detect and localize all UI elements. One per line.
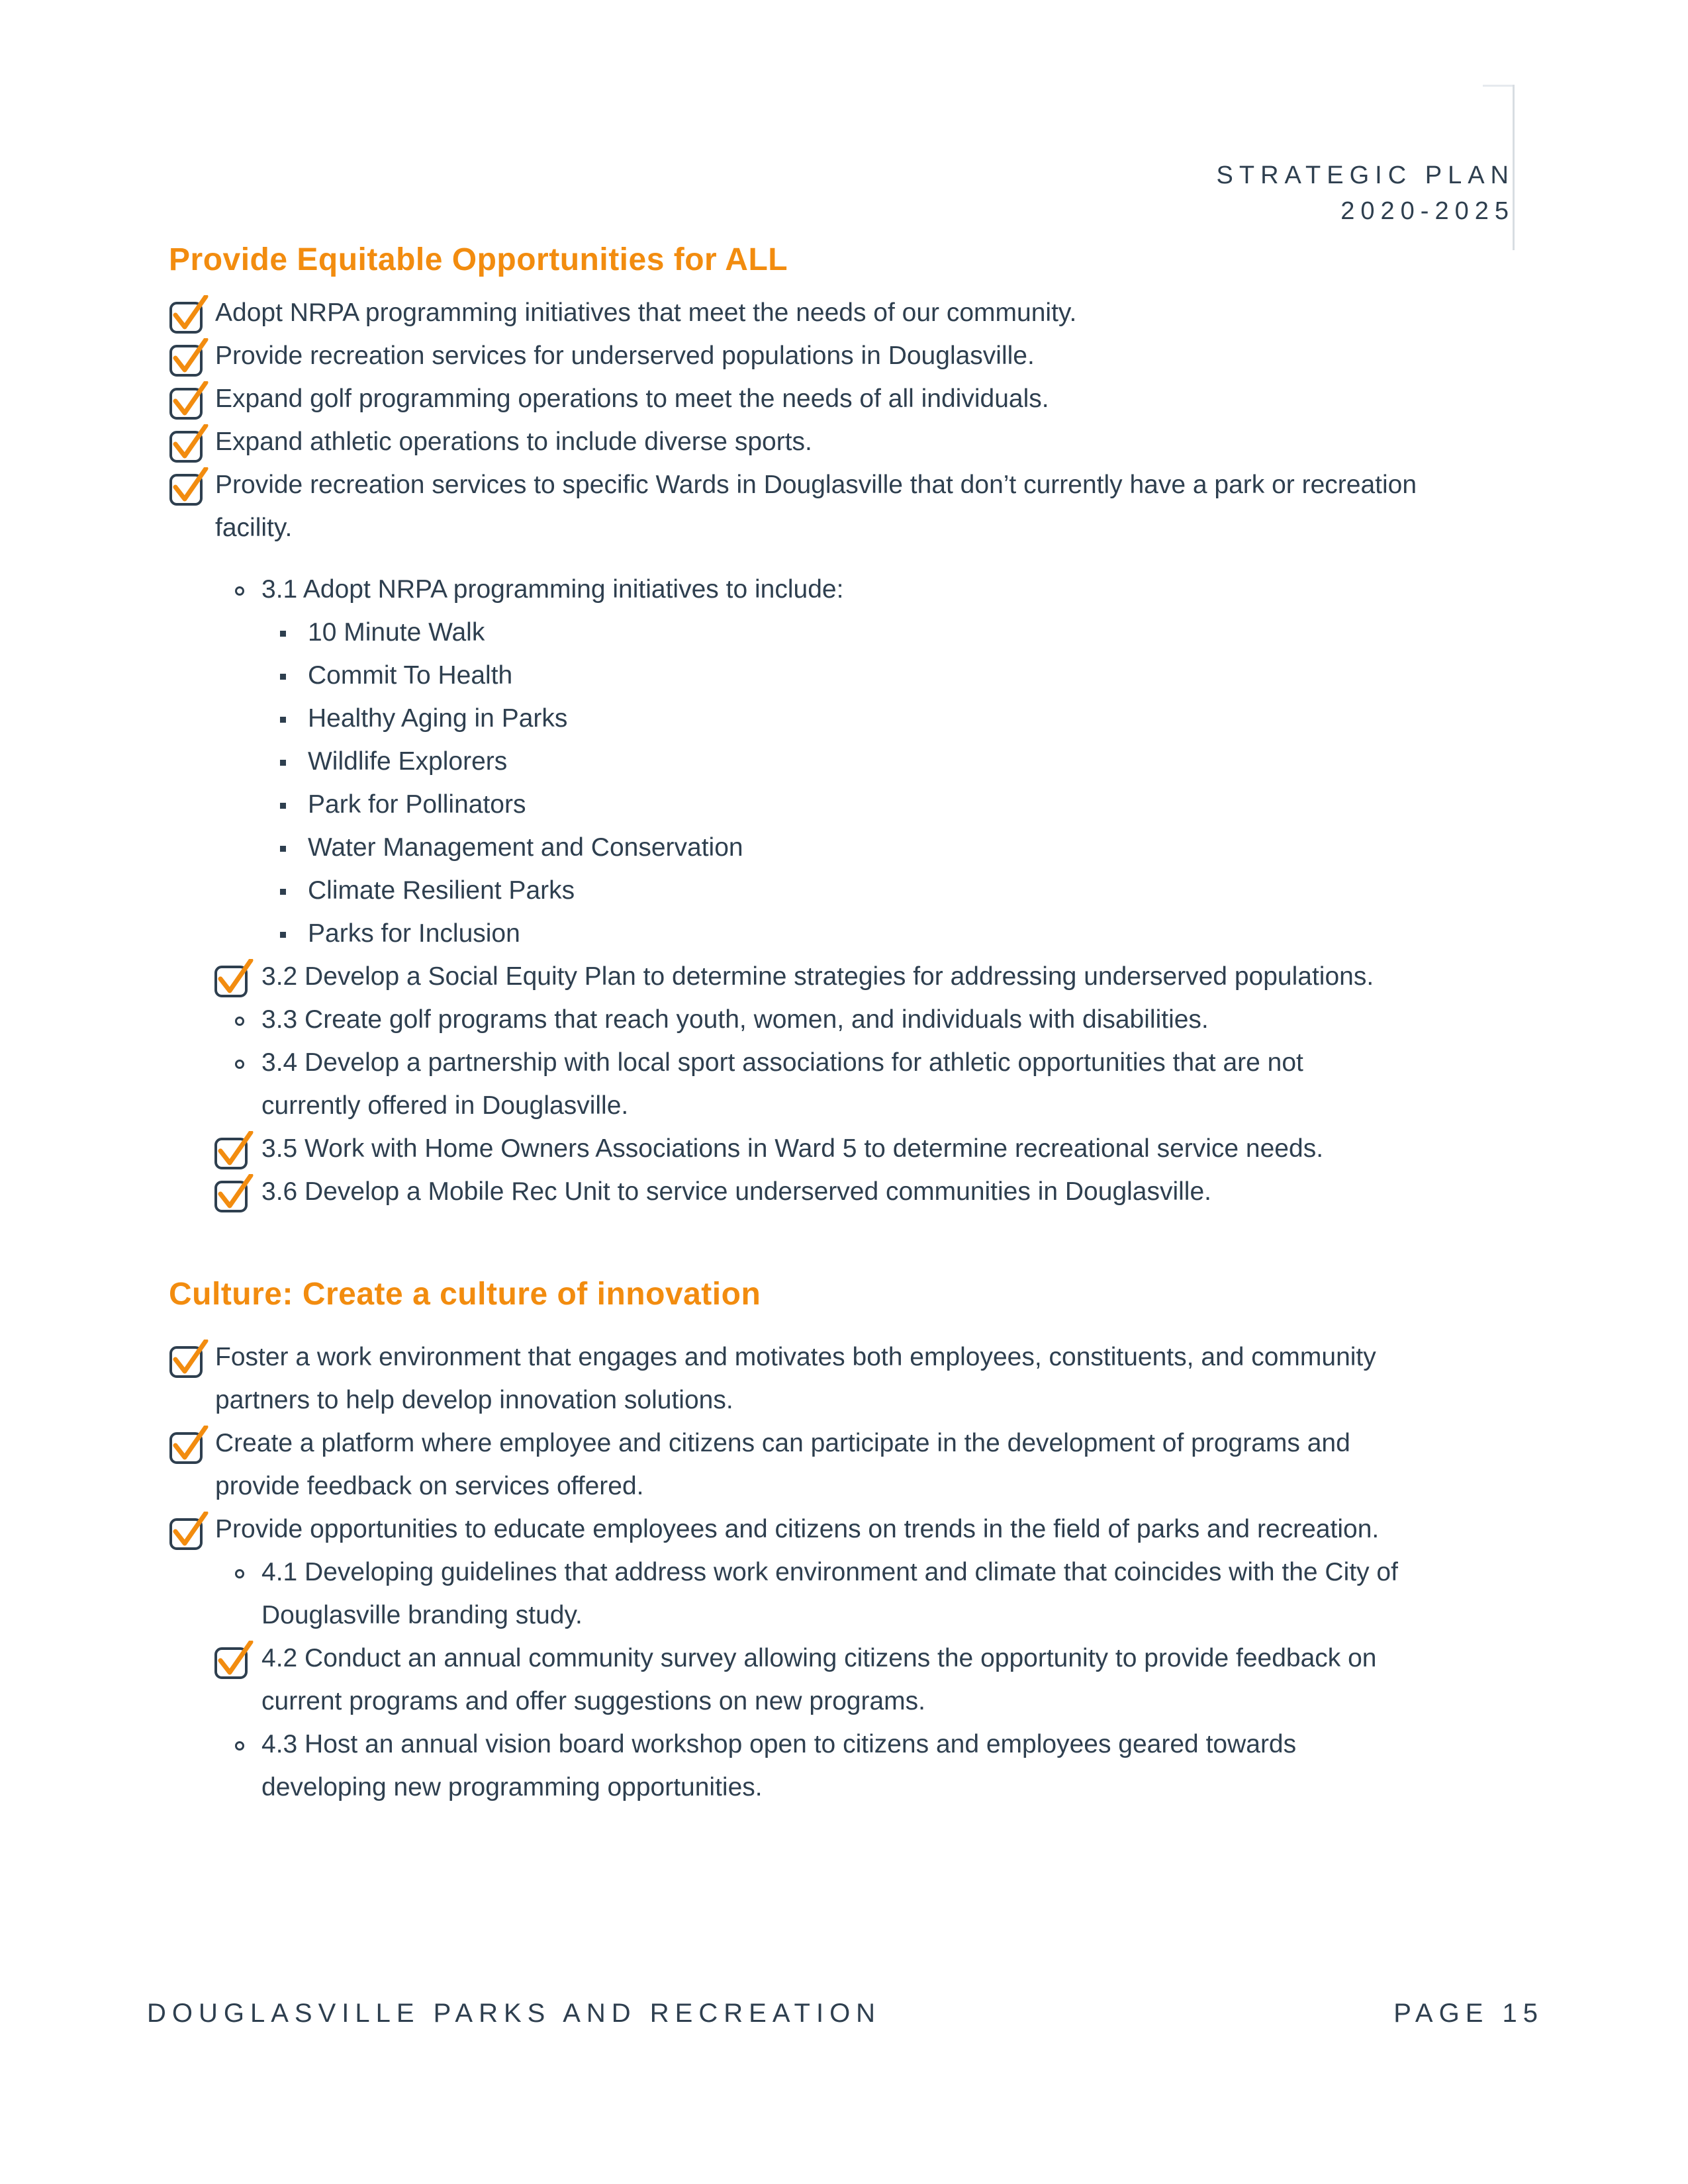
objective-4-1 <box>261 1551 1398 1637</box>
goal-text: Expand golf programming operations to meet the needs of all individuals. <box>215 385 1049 413</box>
checked-box-icon <box>214 1641 254 1680</box>
initiative-text: Water Management and Conservation <box>308 833 743 862</box>
square-bullet-icon <box>280 760 286 766</box>
objective-3-1 <box>261 568 843 611</box>
initiative-item <box>308 869 575 912</box>
initiative-text: 10 Minute Walk <box>308 618 485 647</box>
objective-text: 4.2 Conduct an annual community survey allowing citizens the opportunity to provide feedback on <box>261 1644 1377 1672</box>
goal-item <box>169 1422 1350 1508</box>
objective-text-continued: currently offered in Douglasville. <box>261 1091 629 1120</box>
objective-text: 3.1 Adopt NRPA programming initiatives to include: <box>261 575 844 604</box>
objective-text: 3.3 Create golf programs that reach youth, women, and individuals with disabilities. <box>261 1005 1209 1034</box>
square-bullet-icon <box>280 889 286 895</box>
goal-item <box>169 1508 1379 1551</box>
square-bullet-icon <box>280 803 286 809</box>
section-heading-equity: Provide Equitable Opportunities for ALL <box>169 242 788 277</box>
objective-text-continued: current programs and offer suggestions on new programs. <box>261 1687 925 1715</box>
goal-text: Provide recreation services to specific Wards in Douglasville that don’t currently have a park or recreation <box>215 471 1417 499</box>
header-title: STRATEGIC PLAN <box>1216 161 1515 189</box>
checked-box-icon <box>169 467 209 507</box>
objective-3-5 <box>261 1127 1323 1170</box>
initiative-item <box>308 783 526 826</box>
initiative-item <box>308 697 567 740</box>
checked-box-icon <box>214 1131 254 1171</box>
page-number: PAGE 15 <box>1393 1999 1544 2028</box>
initiative-item <box>308 611 485 654</box>
goal-text-continued: provide feedback on services offered. <box>215 1472 644 1500</box>
objective-text: 4.1 Developing guidelines that address work environment and climate that coincides with the City of <box>261 1558 1398 1586</box>
goal-text: Expand athletic operations to include diverse sports. <box>215 428 812 456</box>
objective-4-2 <box>261 1637 1376 1723</box>
circle-bullet-icon <box>235 586 244 596</box>
checked-box-icon <box>169 338 209 378</box>
objective-text-continued: developing new programming opportunities. <box>261 1773 763 1801</box>
checked-box-icon <box>169 424 209 464</box>
checked-box-icon <box>169 295 209 335</box>
section-heading-culture: Culture: Create a culture of innovation <box>169 1277 761 1312</box>
document-header <box>1217 158 1515 229</box>
objective-text: 3.4 Develop a partnership with local sport associations for athletic opportunities that are not <box>261 1048 1303 1077</box>
initiative-text: Park for Pollinators <box>308 790 526 819</box>
initiative-item <box>308 654 512 697</box>
circle-bullet-icon <box>235 1017 244 1026</box>
circle-bullet-icon <box>235 1569 244 1578</box>
square-bullet-icon <box>280 631 286 637</box>
goal-text-continued: facility. <box>215 514 293 542</box>
objective-text: 3.2 Develop a Social Equity Plan to determine strategies for addressing underserved populations. <box>261 962 1374 991</box>
circle-bullet-icon <box>235 1741 244 1751</box>
square-bullet-icon <box>280 932 286 938</box>
goal-item <box>169 420 812 463</box>
objective-text: 3.6 Develop a Mobile Rec Unit to service underserved communities in Douglasville. <box>261 1177 1212 1206</box>
square-bullet-icon <box>280 717 286 723</box>
footer-organization: DOUGLASVILLE PARKS AND RECREATION <box>147 1999 882 2028</box>
initiative-item <box>308 826 743 869</box>
checked-box-icon <box>169 1426 209 1465</box>
checked-box-icon <box>214 1174 254 1214</box>
goal-text: Create a platform where employee and citizens can participate in the development of programs and <box>215 1429 1350 1457</box>
header-rule-top <box>1483 85 1513 87</box>
header-years: 2020-2025 <box>1340 197 1515 225</box>
square-bullet-icon <box>280 846 286 852</box>
objective-text: 4.3 Host an annual vision board workshop open to citizens and employees geared towards <box>261 1730 1297 1758</box>
objective-3-3 <box>261 998 1209 1041</box>
initiative-text: Wildlife Explorers <box>308 747 508 776</box>
objective-3-6 <box>261 1170 1211 1213</box>
objective-text: 3.5 Work with Home Owners Associations in Ward 5 to determine recreational service needs. <box>261 1134 1324 1163</box>
objective-text-continued: Douglasville branding study. <box>261 1601 583 1629</box>
checked-box-icon <box>169 1512 209 1551</box>
initiative-text: Healthy Aging in Parks <box>308 704 568 733</box>
goal-text: Provide opportunities to educate employees and citizens on trends in the field of parks and recreation. <box>215 1515 1380 1543</box>
objective-3-4 <box>261 1041 1303 1127</box>
circle-bullet-icon <box>235 1060 244 1069</box>
square-bullet-icon <box>280 674 286 680</box>
goal-item <box>169 463 1417 549</box>
goal-item <box>169 334 1035 377</box>
goal-item <box>169 1336 1376 1422</box>
goal-item <box>169 291 1076 334</box>
initiative-text: Parks for Inclusion <box>308 919 520 948</box>
objective-3-2 <box>261 955 1374 998</box>
objective-4-3 <box>261 1723 1296 1809</box>
goal-text: Adopt NRPA programming initiatives that meet the needs of our community. <box>215 298 1077 327</box>
goal-item <box>169 377 1049 420</box>
initiative-item <box>308 740 507 783</box>
goal-text: Provide recreation services for underserved populations in Douglasville. <box>215 341 1035 370</box>
checked-box-icon <box>169 1340 209 1379</box>
initiative-text: Climate Resilient Parks <box>308 876 575 905</box>
initiative-text: Commit To Health <box>308 661 513 690</box>
goal-text: Foster a work environment that engages and motivates both employees, constituents, and community <box>215 1343 1376 1371</box>
checked-box-icon <box>214 959 254 999</box>
goal-text-continued: partners to help develop innovation solutions. <box>215 1386 733 1414</box>
checked-box-icon <box>169 381 209 421</box>
initiative-item <box>308 912 520 955</box>
